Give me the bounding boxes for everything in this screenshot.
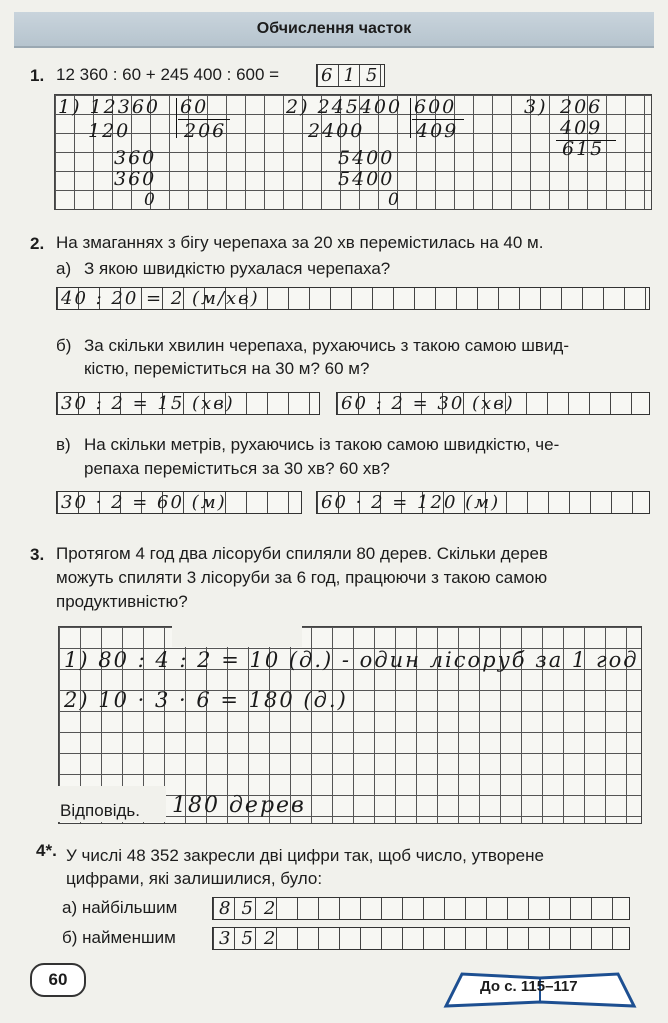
task2-c-answer1-strip[interactable]: 30 · 2 = 60 (м) [56, 491, 302, 514]
task2-c-answer2-strip[interactable]: 60 · 2 = 120 (м) [316, 491, 650, 514]
task1-work-b-label: 2) [286, 96, 310, 118]
task1-work-a-rem2: 0 [144, 190, 157, 210]
task4-line1: У числі 48 352 закресли дві цифри так, щоб число, утворене [66, 846, 544, 865]
task1-work-c-label: 3) [524, 96, 548, 118]
task1-work-b-rem2: 0 [388, 190, 401, 210]
task2-b-question-line1: За скільки хвилин черепаха, рухаючись з такою самою швид- [84, 336, 570, 355]
task3-answer-label: Відповідь. [60, 801, 141, 820]
task3-number: 3. [30, 545, 45, 564]
task1-work-b-dividend: 245400 [317, 96, 403, 118]
task2-a-label: а) [56, 259, 72, 278]
task4-line2: цифрами, які залишилися, було: [66, 869, 323, 888]
task2-c-question-line1: На скільки метрів, рухаючись із такою самою швидкістю, че- [84, 435, 560, 454]
task4-a-label: а) найбільшим [62, 898, 178, 917]
page-title: Обчислення часток [256, 20, 412, 37]
task4-number: 4*. [36, 841, 57, 860]
task3-step2: 2) 10 · 3 · 6 = 180 (д.) [64, 688, 348, 712]
task2-b-answer2-strip[interactable]: 60 : 2 = 30 (хв) [336, 392, 650, 415]
page-reference-text: До с. 115–117 [480, 978, 578, 995]
task2-c-question-line2: репаха переміститься за 30 хв? 60 хв? [84, 459, 390, 478]
task2-a-question: З якою швидкістю рухалася черепаха? [84, 259, 391, 278]
task1-work-b-sub1: 2400 [308, 120, 365, 142]
task2-b-label: б) [56, 336, 72, 355]
task4-a-answer-strip[interactable]: 852 [212, 897, 630, 920]
task3-line2: можуть спиляти 3 лісоруби за 6 год, працюючи з такою самою [56, 568, 548, 587]
task1-work-c-sum: 615 [562, 138, 605, 160]
task3-line3: продуктивністю? [56, 592, 188, 611]
page-reference-badge [440, 968, 640, 1010]
task2-b-question-line2: кістю, переміститься на 30 м? 60 м? [84, 359, 370, 378]
task1-work-b-divisor: 600 [414, 96, 457, 118]
task1-number: 1. [30, 66, 45, 85]
task1-expression: 12 360 : 60 + 245 400 : 600 = [56, 65, 280, 84]
task1-answer-box[interactable]: 615 [316, 64, 385, 87]
task1-work-a-divisor: 60 [180, 96, 209, 118]
task1-work-b-quotient: 409 [416, 120, 459, 142]
task2-number: 2. [30, 234, 45, 253]
task2-c-label: в) [56, 435, 71, 454]
task1-work-a-dividend: 12360 [89, 96, 161, 118]
task1-work-b-divider [410, 98, 411, 138]
task1-work-a-rem1: 360 [114, 147, 157, 169]
task1-work-b-sub2: 5400 [338, 168, 395, 190]
task2-a-answer-strip[interactable]: 40 : 20 = 2 (м/хв) [56, 287, 650, 310]
task1-work-a-quotient: 206 [184, 120, 227, 142]
task2-b-answer1-strip[interactable]: 30 : 2 = 15 (хв) [56, 392, 320, 415]
task1-work-a-sub1: 120 [88, 120, 131, 142]
task3-step1: 1) 80 : 4 : 2 = 10 (д.) - один лісоруб за 1 год [64, 648, 639, 672]
task4-b-label: б) найменшим [62, 928, 176, 947]
task4-b-answer-strip[interactable]: 352 [212, 927, 630, 950]
task1-work-b-rem1: 5400 [338, 147, 395, 169]
task2-text: На змаганнях з бігу черепаха за 20 хв перемістилась на 40 м. [56, 233, 544, 252]
page-header [14, 12, 654, 48]
task1-work-a-sub2: 360 [114, 168, 157, 190]
task3-line1: Протягом 4 год два лісоруби спиляли 80 дерев. Скільки дерев [56, 544, 548, 563]
task1-work-a-divider [176, 98, 177, 138]
task1-work-c-b: 409 [560, 117, 603, 139]
page-number: 60 [30, 963, 86, 997]
task1-work-a-label: 1) [58, 96, 82, 118]
task1-work-c-a: 206 [560, 96, 603, 118]
task3-answer: 180 дерев [172, 793, 306, 818]
